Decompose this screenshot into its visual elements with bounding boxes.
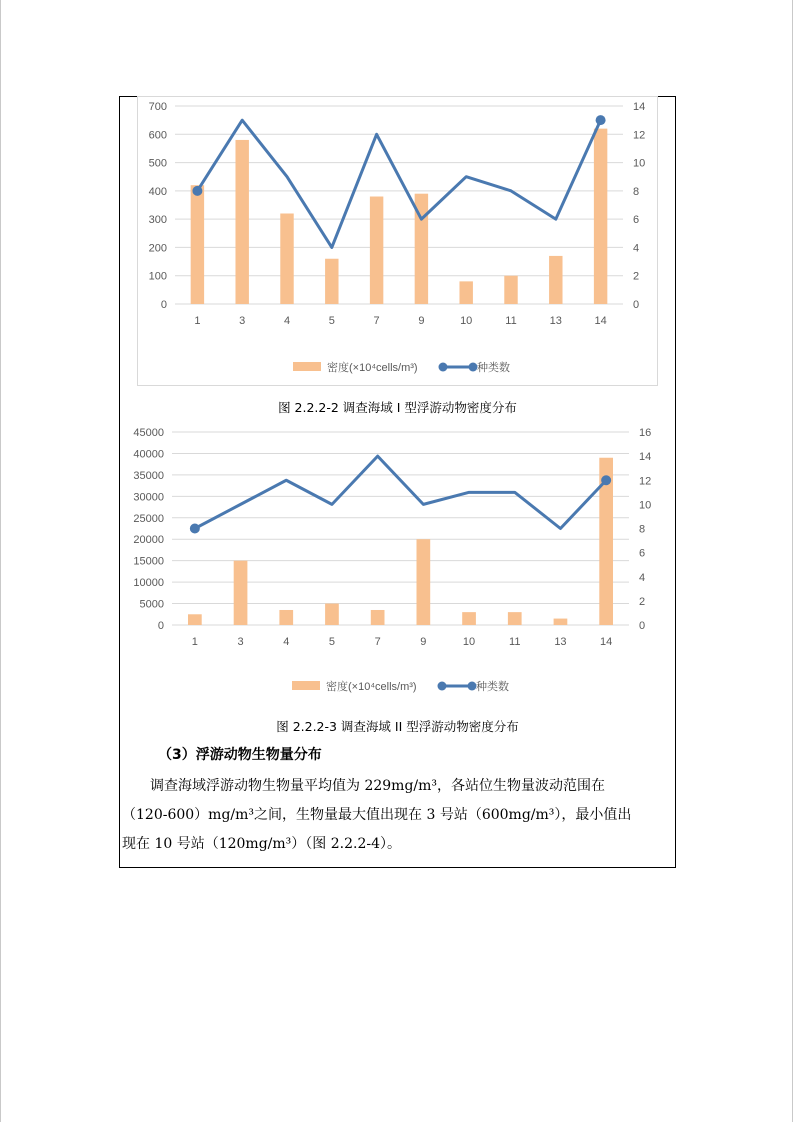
x-tick-label: 11 xyxy=(509,636,521,648)
x-tick-label: 3 xyxy=(237,636,244,648)
y-right-tick-label: 6 xyxy=(633,214,640,227)
y-left-tick-label: 25000 xyxy=(133,512,164,525)
y-left-tick-label: 35000 xyxy=(133,469,164,482)
paragraph-line-3: 现在 10 号站（120mg/m³）（图 2.2.2-4）。 xyxy=(122,836,401,852)
bar-7 xyxy=(371,610,385,625)
legend-label-density: 密度(×10⁴cells/m³) xyxy=(326,681,417,693)
line-point-14 xyxy=(596,115,606,125)
x-tick-label: 9 xyxy=(418,315,425,327)
y-left-tick-label: 700 xyxy=(148,101,167,113)
chart-type2-svg xyxy=(120,422,652,708)
y-left-tick-label: 400 xyxy=(148,185,167,198)
y-right-tick-label: 6 xyxy=(639,547,646,560)
y-right-tick-label: 2 xyxy=(639,595,646,608)
line-series-species xyxy=(197,120,600,247)
y-left-tick-label: 500 xyxy=(148,157,167,170)
bar-5 xyxy=(325,259,338,304)
bar-3 xyxy=(234,561,248,625)
bar-13 xyxy=(554,619,568,625)
y-right-tick-label: 2 xyxy=(633,270,640,283)
bar-4 xyxy=(280,213,293,304)
bar-9 xyxy=(416,539,430,625)
bar-10 xyxy=(462,612,476,625)
y-left-tick-label: 30000 xyxy=(133,491,164,504)
y-right-tick-label: 14 xyxy=(633,101,646,113)
x-tick-label: 14 xyxy=(600,636,613,648)
x-tick-label: 11 xyxy=(505,315,517,327)
paragraph-line-1: 调查海域浮游动物生物量平均值为 229mg/m³，各站位生物量波动范围在 xyxy=(150,778,606,794)
x-tick-label: 13 xyxy=(554,636,567,648)
y-right-tick-label: 8 xyxy=(639,523,646,536)
section-heading: （3）浮游动物生物量分布 xyxy=(158,747,322,763)
frame-top-edge xyxy=(119,96,137,97)
legend-marker-species xyxy=(439,363,448,372)
bar-4 xyxy=(279,610,293,625)
y-left-tick-label: 45000 xyxy=(133,427,164,439)
x-tick-label: 5 xyxy=(328,636,336,648)
bar-3 xyxy=(235,140,248,304)
line-point-1 xyxy=(192,186,202,196)
x-tick-label: 9 xyxy=(420,636,427,648)
y-left-tick-label: 300 xyxy=(148,214,167,227)
legend-label-species: 种类数 xyxy=(477,362,510,374)
bar-14 xyxy=(594,129,607,304)
x-tick-label: 5 xyxy=(328,315,335,327)
y-left-tick-label: 100 xyxy=(148,270,167,283)
y-right-tick-label: 12 xyxy=(639,475,652,488)
bar-7 xyxy=(370,197,383,304)
chart-type2-density xyxy=(120,422,652,708)
bar-11 xyxy=(508,612,522,625)
legend-label-species: 种类数 xyxy=(476,681,509,693)
y-left-tick-label: 10000 xyxy=(133,577,164,590)
y-right-tick-label: 14 xyxy=(639,451,652,464)
chart-type1-density xyxy=(137,96,658,386)
line-point-1 xyxy=(190,524,200,534)
y-left-tick-label: 40000 xyxy=(133,448,164,461)
y-right-tick-label: 8 xyxy=(633,185,640,198)
legend-label-density: 密度(×10⁴cells/m³) xyxy=(327,362,418,374)
paragraph-line-2: （120-600）mg/m³之间，生物量最大值出现在 3 号站（600mg/m³），最小值出 xyxy=(122,807,632,823)
y-right-tick-label: 4 xyxy=(633,242,640,255)
figure-caption-2: 图 2.2.2-3 调查海域 II 型浮游动物密度分布 xyxy=(276,719,519,734)
y-right-tick-label: 4 xyxy=(639,571,646,584)
y-right-tick-label: 12 xyxy=(633,129,646,142)
x-tick-label: 7 xyxy=(373,315,380,327)
y-right-tick-label: 0 xyxy=(639,620,646,632)
y-right-tick-label: 10 xyxy=(639,499,652,512)
y-left-tick-label: 5000 xyxy=(139,598,164,611)
y-left-tick-label: 20000 xyxy=(133,534,164,547)
x-tick-label: 10 xyxy=(462,636,476,648)
bar-1 xyxy=(188,614,202,625)
figure-caption-1: 图 2.2.2-2 调查海域 I 型浮游动物密度分布 xyxy=(278,400,517,415)
y-left-tick-label: 15000 xyxy=(133,555,164,568)
y-left-tick-label: 600 xyxy=(148,129,167,142)
legend-marker-species xyxy=(438,682,447,691)
y-right-tick-label: 16 xyxy=(639,427,652,439)
section-paragraph xyxy=(122,772,672,859)
bar-5 xyxy=(325,604,339,625)
y-left-tick-label: 200 xyxy=(148,242,167,255)
x-tick-label: 7 xyxy=(374,636,381,648)
x-tick-label: 4 xyxy=(283,636,290,648)
y-right-tick-label: 0 xyxy=(633,299,640,311)
x-tick-label: 3 xyxy=(239,315,246,327)
y-left-tick-label: 0 xyxy=(157,620,164,632)
bar-11 xyxy=(504,276,517,304)
x-tick-label: 1 xyxy=(194,315,201,327)
chart-type1-svg xyxy=(138,97,659,387)
line-point-14 xyxy=(601,475,611,485)
y-left-tick-label: 0 xyxy=(160,299,167,311)
x-tick-label: 14 xyxy=(594,315,607,327)
page-edge-left xyxy=(0,0,1,1122)
legend-swatch-density xyxy=(292,681,320,690)
legend-swatch-density xyxy=(293,362,321,371)
x-tick-label: 10 xyxy=(460,315,473,327)
x-tick-label: 1 xyxy=(191,636,198,648)
bar-1 xyxy=(191,185,204,304)
y-right-tick-label: 10 xyxy=(633,157,646,170)
x-tick-label: 13 xyxy=(549,315,562,327)
frame-top-edge xyxy=(658,96,676,97)
bar-13 xyxy=(549,256,562,304)
bar-10 xyxy=(459,281,472,304)
x-tick-label: 4 xyxy=(283,315,291,327)
